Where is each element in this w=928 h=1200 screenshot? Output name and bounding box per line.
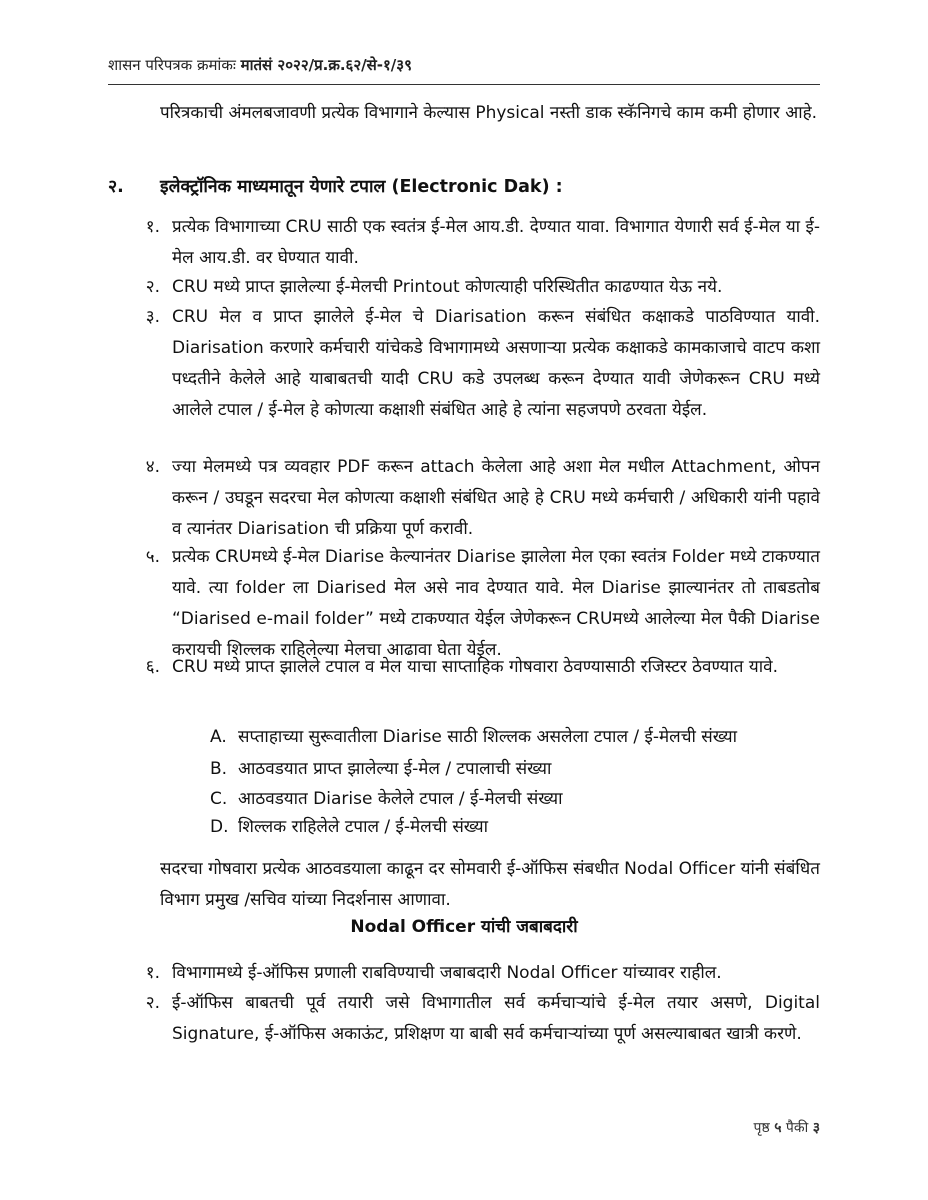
sub-item-text: आठवडयात प्राप्त झालेल्या ई-मेल / टपालाची संख्या — [238, 759, 552, 779]
item-text: CRU मध्ये प्राप्त झालेल्या ई-मेलची Printout कोणत्याही परिस्थितीत काढण्यात येऊ नये. — [172, 277, 723, 297]
sub-item-text: सप्ताहाच्या सुरूवातीला Diarise साठी शिल्लक असलेला टपाल / ई-मेलची संख्या — [238, 727, 737, 747]
list-item — [108, 302, 820, 426]
sub-list-item — [210, 812, 820, 842]
page-footer — [754, 1118, 820, 1137]
sub-item-letter: C. — [210, 789, 228, 809]
footer-prefix: पृष्ठ — [753, 1120, 770, 1136]
item-text: CRU मेल व प्राप्त झालेले ई-मेल चे Diarisation करून संबंधित कक्षाकडे पाठविण्यात यावी. Diarisation करणारे कर्मचारी यांचेकडे विभागामध्ये असणाऱ्या प्रत्येक कक्षाकडे कामकाजाचे वाटप कशा पध्दतीने केलेले आहे याबाबतची यादी CRU कडे उपलब्ध करून देण्यात यावी जेणेकरून CRU मध्ये आलेले टपाल / ई-मेल हे कोणत्या कक्षाशी संबंधित आहे हे त्यांना सहजपणे ठरवता येईल. — [172, 307, 820, 420]
page-number: ५ — [774, 1120, 782, 1136]
list-item — [108, 452, 820, 545]
header-prefix: शासन परिपत्रक क्रमांकः — [108, 56, 236, 74]
item-number: २. — [145, 277, 160, 297]
sub-item-letter: A. — [210, 727, 227, 747]
item-number: १. — [145, 217, 160, 237]
page-header — [108, 54, 820, 76]
section-2-title — [108, 172, 563, 202]
item-number: १. — [145, 963, 160, 983]
item-text: ज्या मेलमध्ये पत्र व्यवहार PDF करून attach केलेला आहे अशा मेल मधील Attachment, ओपन करून / उघडून सदरचा मेल कोणत्या कक्षाशी संबंधित आहे हे CRU मध्ये कर्मचारी / अधिकारी यांनी पहावे व त्यानंतर Diarisation ची प्रक्रिया पूर्ण करावी. — [172, 457, 820, 539]
list-item — [108, 272, 820, 303]
header-rule — [108, 84, 820, 85]
item-number: २. — [145, 993, 160, 1013]
sub-item-text: शिल्लक राहिलेले टपाल / ई-मेलची संख्या — [238, 817, 489, 837]
sub-list-item — [210, 754, 820, 784]
item-number: ६. — [145, 657, 160, 677]
list-item — [108, 212, 820, 274]
sub-list-item — [210, 722, 820, 752]
section-number: २. — [108, 177, 124, 197]
item-number: ४. — [145, 457, 160, 477]
item-text: प्रत्येक विभागाच्या CRU साठी एक स्वतंत्र ई-मेल आय.डी. देण्यात यावा. विभागात येणारी सर्व ई-मेल या ई-मेल आय.डी. वर घेण्यात यावी. — [172, 217, 820, 268]
list-item — [108, 958, 820, 989]
item-text: CRU मध्ये प्राप्त झालेले टपाल व मेल याचा साप्ताहिक गोषवारा ठेवण्यासाठी रजिस्टर ठेवण्यात यावे. — [172, 657, 779, 677]
summary-paragraph: सदरचा गोषवारा प्रत्येक आठवडयाला काढून दर सोमवारी ई-ऑफिस संबधीत Nodal Officer यांनी संबंधित विभाग प्रमुख /सचिव यांच्या निदर्शनास आणावा. — [160, 859, 820, 910]
sub-list-item — [210, 784, 820, 814]
item-text: प्रत्येक CRUमध्ये ई-मेल Diarise केल्यानंतर Diarise झालेला मेल एका स्वतंत्र Folder मध्ये टाकण्यात यावे. त्या folder ला Diarised मेल असे नाव देण्यात यावे. मेल Diarise झाल्यानंतर तो ताबडतोब “Diarised e-mail folder” मध्ये टाकण्यात येईल जेणेकरून CRUमध्ये आलेल्या मेल पैकी Diarise करायची शिल्लक राहिलेल्या मेलचा आढावा घेता येईल. — [172, 547, 820, 660]
section-title-text: इलेक्ट्रॉनिक माध्यमातून येणारे टपाल (Electronic Dak) : — [160, 177, 563, 197]
list-item — [108, 542, 820, 666]
sub-item-text: आठवडयात Diarise केलेले टपाल / ई-मेलची संख्या — [238, 789, 563, 809]
item-text: ई-ऑफिस बाबतची पूर्व तयारी जसे विभागातील सर्व कर्मचाऱ्यांचे ई-मेल तयार असणे, Digital Signature, ई-ऑफिस अकाऊंट, प्रशिक्षण या बाबी सर्व कर्मचाऱ्यांच्या पूर्ण असल्याबाबत खात्री करणे. — [172, 993, 820, 1044]
circular-number: मातंसं २०२२/प्र.क्र.६२/से-१/३९ — [240, 56, 412, 74]
sub-item-letter: B. — [210, 759, 228, 779]
sub-item-letter: D. — [210, 817, 229, 837]
page-total: ३ — [812, 1120, 820, 1136]
nodal-officer-title: Nodal Officer यांची जबाबदारी — [350, 917, 578, 937]
item-number: ३. — [145, 307, 160, 327]
list-item — [108, 652, 820, 683]
intro-paragraph: परित्रकाची अंमलबजावणी प्रत्येक विभागाने केल्यास Physical नस्ती डाक स्कॅनिगचे काम कमी होणार आहे. — [160, 103, 818, 123]
footer-of: पैकी — [785, 1120, 809, 1136]
list-item — [108, 988, 820, 1050]
item-text: विभागामध्ये ई-ऑफिस प्रणाली राबविण्याची जबाबदारी Nodal Officer यांच्यावर राहील. — [172, 963, 722, 983]
item-number: ५. — [145, 547, 160, 567]
